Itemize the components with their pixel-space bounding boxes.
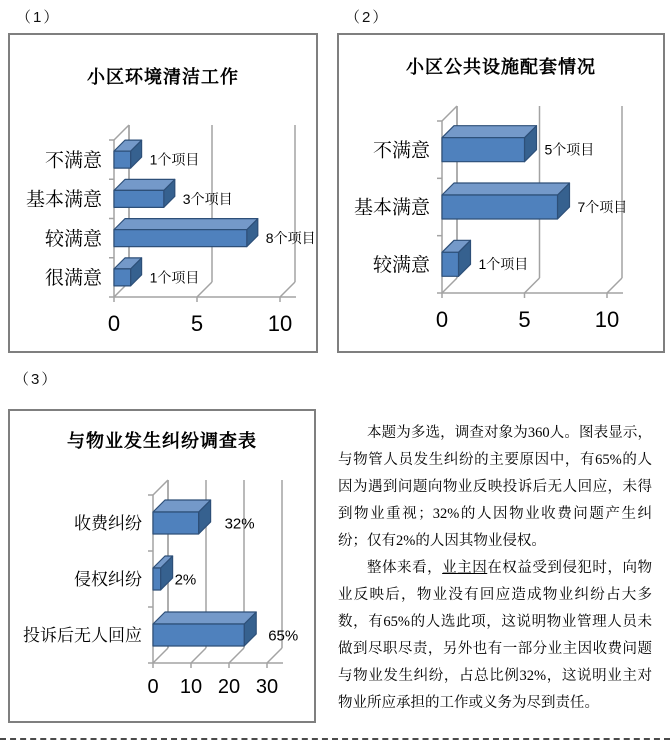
chart1-panel (8, 33, 318, 353)
data-label: 1个项目 (149, 269, 200, 286)
data-label: 1个项目 (149, 151, 200, 168)
paragraph2-segment-1: 整体来看， (367, 560, 443, 576)
floor-diagonal (153, 648, 168, 663)
chart2-panel (337, 33, 665, 353)
bar-top-face (114, 219, 258, 230)
category-label: 投诉后无人回应 (23, 625, 142, 645)
x-tick-label: 10 (267, 311, 293, 336)
analysis-paragraph-2 (338, 555, 652, 717)
chart2-plot (339, 35, 663, 351)
bar (114, 269, 131, 286)
data-label: 3个项目 (182, 190, 233, 207)
chart3-title: 与物业发生纠纷调查表 (67, 431, 257, 451)
wall-top-diagonal (442, 106, 457, 121)
analysis-text-block (338, 420, 652, 717)
chart1-title: 小区环境清洁工作 (87, 67, 239, 87)
bar (153, 568, 161, 590)
data-label: 32% (224, 515, 255, 533)
bar (442, 195, 558, 219)
category-label: 较满意 (44, 228, 102, 250)
panel-label-3: （3） (14, 371, 59, 388)
x-tick-label: 0 (107, 311, 121, 336)
data-label: 7个项目 (577, 198, 628, 215)
category-label: 很满意 (44, 268, 102, 290)
bar (442, 252, 459, 276)
chart2-title: 小区公共设施配套情况 (406, 57, 596, 77)
category-label: 侵权纠纷 (74, 569, 142, 589)
category-label: 不满意 (44, 150, 102, 172)
category-label: 基本满意 (353, 197, 430, 219)
wall-top-diagonal (153, 480, 168, 495)
bar-top-face (442, 126, 537, 138)
x-tick-label: 0 (435, 307, 449, 332)
analysis-paragraph-1: 本题为多选，调查对象为360人。图表显示，与物管人员发生纠纷的主要原因中，有65%的人因为遇到问题向物业反映投诉后无人回应，未得到物业重视；32%的人因物业收费问题产生纠纷；仅有2%的人因其物业侵权。 (338, 425, 652, 549)
data-label: 5个项目 (544, 141, 595, 158)
floor-diagonal (280, 282, 295, 297)
floor-diagonal (229, 648, 244, 663)
x-tick-label: 30 (255, 676, 279, 698)
x-tick-label: 20 (217, 676, 241, 698)
category-label: 基本满意 (25, 189, 102, 211)
panel-label-2: （2） (345, 9, 390, 26)
chart1-plot (10, 35, 316, 351)
bar-top-face (153, 612, 256, 624)
category-label: 不满意 (372, 140, 430, 162)
chart3-panel (8, 409, 316, 723)
data-label: 1个项目 (478, 256, 529, 273)
x-tick-label: 5 (518, 307, 531, 332)
x-tick-label: 0 (147, 676, 159, 698)
floor-diagonal (607, 278, 622, 293)
panel-label-1: （1） (16, 9, 61, 26)
data-label: 2% (174, 571, 197, 589)
bar-top-face (442, 183, 570, 195)
bar (114, 151, 131, 168)
bar (153, 624, 244, 646)
bar (153, 512, 199, 534)
wall-top-diagonal (114, 125, 129, 140)
bar-top-face (114, 179, 175, 190)
floor-diagonal (442, 278, 457, 293)
floor-diagonal (191, 648, 206, 663)
bar (114, 230, 247, 247)
floor-diagonal (267, 648, 282, 663)
category-label: 收费纠纷 (74, 513, 142, 533)
bar (442, 138, 525, 162)
paragraph2-segment-3: 在权益受到侵犯时，向物业反映后，物业没有回应造成物业纠纷占大多数，有65%的人选此项，这说明物业管理人员未做到尽职尽责，另外也有一部分业主因收费问题与物业发生纠纷，占总比例32%，这说明业主对物业所应承担的工作或义务为尽到责任。 (338, 560, 653, 711)
x-tick-label: 5 (190, 311, 204, 336)
dashed-separator-line (0, 738, 670, 740)
paragraph2-segment-underlined: 业主因 (442, 560, 488, 576)
category-label: 较满意 (372, 254, 430, 276)
chart3-plot (10, 411, 314, 721)
floor-diagonal (525, 278, 540, 293)
x-tick-label: 10 (179, 676, 203, 698)
bar (114, 190, 164, 207)
data-label: 65% (268, 627, 299, 645)
x-tick-label: 10 (594, 307, 620, 332)
data-label: 8个项目 (265, 230, 316, 247)
